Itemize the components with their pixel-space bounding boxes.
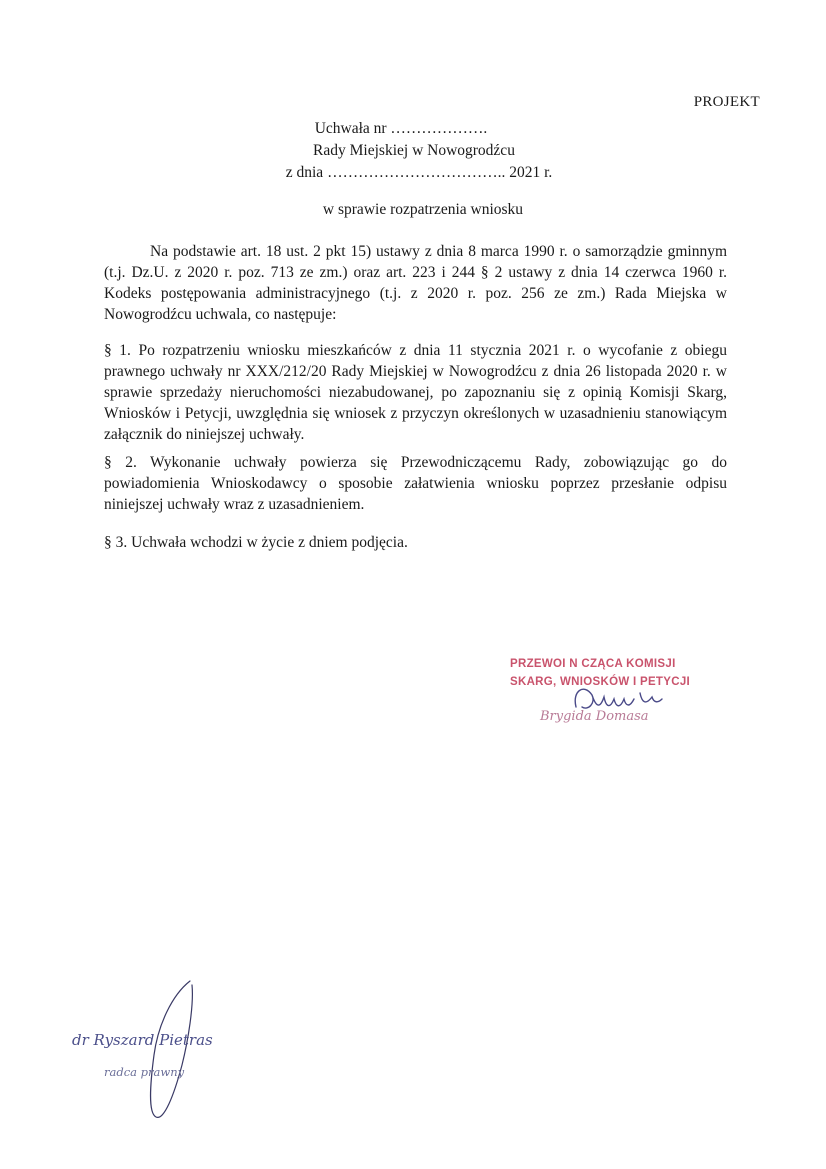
stamp-line-1: PRZEWOI N CZĄCA KOMISJI [510,658,676,670]
stamp-line-2: SKARG, WNIOSKÓW I PETYCJI [510,676,691,688]
chair-name: Brygida Domasa [540,709,649,724]
legal-basis-paragraph: Na podstawie art. 18 ust. 2 pkt 15) ustawy z dnia 8 marca 1990 r. o samorządzie gminnym (t.j. Dz.U. z 2020 r. poz. 713 ze zm.) oraz art. 223 i 244 § 2 ustawy z dnia 14 czerwca 1960 r. Kodeks postępowania administracyjnego (t.j. z 2020 r. poz. 256 ze zm.) Rada Miejska w Nowogrodźcu uchwala, co następuje: [104,243,727,323]
resolution-subject: w sprawie rozpatrzenia wniosku [322,201,524,218]
section-3-paragraph: § 3. Uchwała wchodzi w życie z dniem podjęcia. [104,534,408,551]
legal-advisor-signature [112,975,212,1125]
resolution-date: z dnia …………………………….. 2021 r. [285,164,553,181]
section-2-paragraph: § 2. Wykonanie uchwały powierza się Przewodniczącemu Rady, zobowiązując go do powiadomienia Wnioskodawcy o sposobie załatwienia wniosku poprzez przesłanie odpisu niniejszej uchwały wraz z uzasadnieniem. [104,454,727,513]
council-name: Rady Miejskiej w Nowogrodźcu [313,142,515,159]
legal-advisor-name: dr Ryszard Pietras [72,1031,213,1049]
resolution-number: Uchwała nr ………………. [314,120,488,137]
legal-advisor-title: radca prawny [104,1065,185,1079]
section-1-paragraph: § 1. Po rozpatrzeniu wniosku mieszkańców z dnia 11 stycznia 2021 r. o wycofanie z obiegu prawnego uchwały nr XXX/212/20 Rady Miejskiej w Nowogrodźcu z dnia 26 listopada 2020 r. w sprawie sprzedaży nieruchomości niezabudowanej, po zapoznaniu się z opinią Komisji Skarg, Wniosków i Petycji, uwzględnia się wniosek z przyczyn określonych w uzasadnieniu stanowiącym załącznik do niniejszej uchwały. [104,342,727,443]
resolution-header [0,118,826,184]
committee-chair-stamp [500,655,710,735]
legal-advisor-stamp [62,975,262,1125]
draft-label: PROJEKT [693,94,760,110]
